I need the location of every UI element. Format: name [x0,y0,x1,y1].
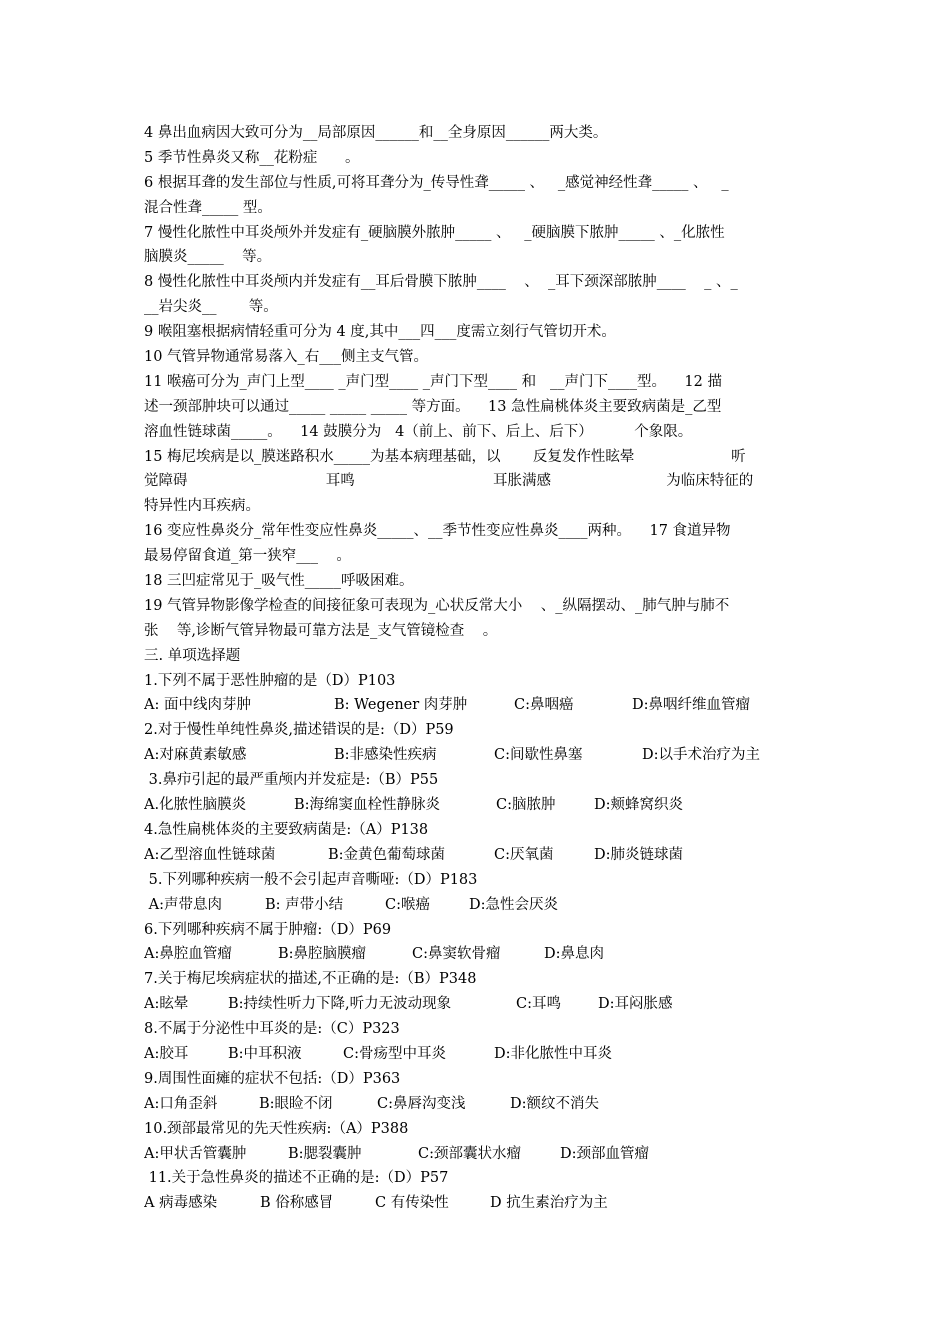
option: B:腮裂囊肿 [288,1145,362,1162]
option: C:鼻窦软骨瘤 [412,946,501,963]
question-stem: 10.颈部最常见的先天性疾病:（A）P388 [144,1120,409,1137]
question-options [144,793,808,818]
option: A:声带息肉 [144,896,222,913]
option: C:耳鸣 [516,996,561,1013]
option: A:眩晕 [144,996,189,1013]
question-stem: 7.关于梅尼埃病症状的描述,不正确的是:（B）P348 [144,971,477,988]
option: C:骨疡型中耳炎 [343,1045,446,1062]
fill-in-line: 溶血性链球菌_____。 14 鼓膜分为 4（前上、前下、后上、后下） 个象限。 [144,423,693,440]
question-options [144,1191,808,1216]
fill-in-line: 觉障碍 耳鸣 耳胀满感 为临床特征的 [144,473,754,490]
option: B:中耳积液 [228,1045,302,1062]
question-stem: 11.关于急性鼻炎的描述不正确的是:（D）P57 [144,1170,449,1187]
fill-in-line: 述一颈部肿块可以通过_____ _____ _____ 等方面。 13 急性扁桃体炎主要致病菌是_乙型 [144,398,722,415]
option: B 俗称感冒 [260,1195,334,1212]
question-stem: 3.鼻疖引起的最严重颅内并发症是:（B）P55 [144,772,439,789]
fill-in-line: 10 气管异物通常易落入_右___侧主支气管。 [144,349,429,366]
option: B:持续性听力下降,听力无波动现象 [228,996,452,1013]
question-options [144,893,808,918]
option: C:鼻唇沟变浅 [377,1095,466,1112]
option: B:眼睑不闭 [259,1095,333,1112]
question-options [144,843,808,868]
option: A:对麻黄素敏感 [144,747,247,764]
option: A:乙型溶血性链球菌 [144,846,276,863]
fill-in-line: 19 气管异物影像学检查的间接征象可表现为_心状反常大小 、_纵隔摆动、_肺气肿与肺不 [144,597,730,614]
option: A.化脓性脑膜炎 [144,797,247,814]
option: C:喉癌 [385,896,430,913]
option: D 抗生素治疗为主 [490,1195,608,1212]
option: C 有传染性 [375,1195,449,1212]
question-stem: 9.周围性面瘫的症状不包括:（D）P363 [144,1070,401,1087]
fill-in-line: 16 变应性鼻炎分_常年性变应性鼻炎_____、__季节性变应性鼻炎____两种。 17 食道异物 [144,523,731,540]
question-stem: 8.不属于分泌性中耳炎的是:（C）P323 [144,1021,400,1038]
fill-in-line: __岩尖炎__ 等。 [144,299,278,316]
question-options [144,992,808,1017]
fill-in-line: 最易停留食道_第一狭窄___ 。 [144,548,351,565]
question-stem: 6.下列哪种疾病不属于肿瘤:（D）P69 [144,921,392,938]
fill-in-line: 7 慢性化脓性中耳炎颅外并发症有_硬脑膜外脓肿_____ 、 _硬脑膜下脓肿_____ 、_化脓性 [144,224,725,241]
option: D:非化脓性中耳炎 [494,1045,613,1062]
question-stem: 4.急性扁桃体炎的主要致病菌是:（A）P138 [144,821,429,838]
question-options [144,1042,808,1067]
fill-in-line: 15 梅尼埃病是以_膜迷路积水_____为基本病理基础，以 反复发作性眩晕 听 [144,448,746,465]
option: B:金黄色葡萄球菌 [328,846,446,863]
section-title: 三. 单项选择题 [144,647,241,664]
fill-in-line: 9 喉阻塞根据病情轻重可分为 4 度,其中___四___度需立刻行气管切开术。 [144,324,616,341]
option: A:鼻腔血管瘤 [144,946,232,963]
question-options [144,693,808,718]
question-stem: 2.对于慢性单纯性鼻炎,描述错误的是:（D）P59 [144,722,454,739]
fill-in-line: 混合性聋_____ 型。 [144,199,272,216]
option: A:口角歪斜 [144,1095,218,1112]
option: A:甲状舌管囊肿 [144,1145,247,1162]
option: D:耳闷胀感 [598,996,673,1013]
fill-in-line: 特异性内耳疾病。 [144,498,260,515]
option: C:鼻咽癌 [514,697,574,714]
option: C:间歇性鼻塞 [494,747,583,764]
question-options [144,942,808,967]
option: A 病毒感染 [144,1195,218,1212]
fill-in-line: 18 三凹症常见于_吸气性_____呼吸困难。 [144,573,414,590]
option: D:鼻咽纤维血管瘤 [632,697,751,714]
fill-in-line: 5 季节性鼻炎又称__花粉症 。 [144,149,360,166]
option: B:非感染性疾病 [334,747,437,764]
question-options [144,1142,808,1167]
option: D:急性会厌炎 [469,896,559,913]
option: B:鼻腔脑膜瘤 [278,946,367,963]
option: D:额纹不消失 [510,1095,600,1112]
fill-in-line: 4 鼻出血病因大致可分为__局部原因______和__全身原因______两大类。 [144,125,608,141]
option: D:以手术治疗为主 [642,747,761,764]
option: C:厌氧菌 [494,846,554,863]
fill-in-line: 11 喉癌可分为_声门上型____ _声门型____ _声门下型____ 和 __声门下____型。 12 描 [144,373,722,390]
document-body [144,121,808,1216]
question-options [144,1092,808,1117]
option: B: Wegener 肉芽肿 [334,697,468,714]
question-stem: 1.下列不属于恶性肿瘤的是（D）P103 [144,672,396,689]
option: D:肺炎链球菌 [594,846,684,863]
fill-in-line: 8 慢性化脓性中耳炎颅内并发症有__耳后骨膜下脓肿____ 、 _耳下颈深部脓肿____ _ 、_ [144,274,738,291]
option: A: 面中线肉芽肿 [144,697,251,714]
question-list [144,669,808,1217]
option: B:海绵窦血栓性静脉炎 [294,797,441,814]
fill-in-line: 张 等,诊断气管异物最可靠方法是_支气管镜检查 。 [144,622,498,639]
option: C:颈部囊状水瘤 [418,1145,521,1162]
option: A:胶耳 [144,1045,189,1062]
fill-in-line: 脑膜炎_____ 等。 [144,249,272,266]
question-stem: 5.下列哪种疾病一般不会引起声音嘶哑:（D）P183 [144,871,478,888]
option: B: 声带小结 [265,896,344,913]
option: D:鼻息肉 [544,946,605,963]
option: C:脑脓肿 [496,797,556,814]
option: D:颈部血管瘤 [560,1145,650,1162]
option: D:颊蜂窝织炎 [594,797,684,814]
fill-in-line: 6 根据耳聋的发生部位与性质,可将耳聋分为_传导性聋_____ 、 _感觉神经性聋_____ 、 _ [144,174,729,191]
question-options [144,743,808,768]
